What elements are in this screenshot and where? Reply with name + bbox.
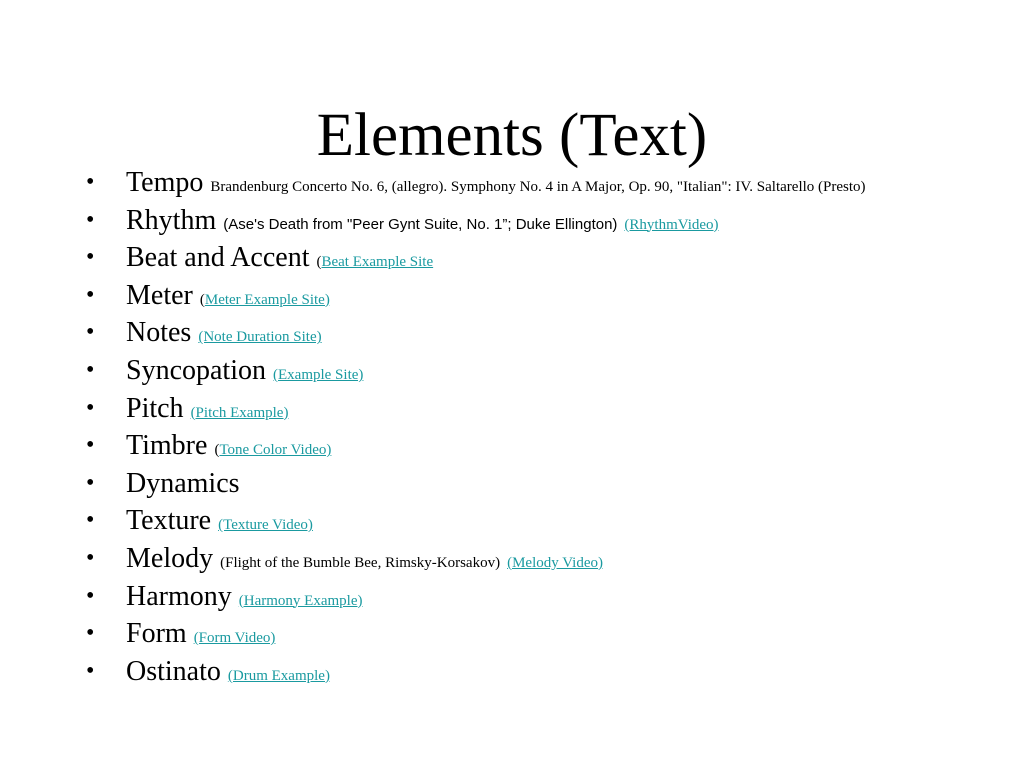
term-label: Ostinato <box>126 655 221 687</box>
term-label: Texture <box>126 505 212 537</box>
term-label: Tempo <box>126 167 204 198</box>
bullet-icon: • <box>86 469 95 496</box>
texture-video-link[interactable]: (Texture Video) <box>218 517 313 534</box>
open-paren: ( <box>199 291 205 308</box>
bullet-icon: • <box>86 657 95 684</box>
bullet-icon: • <box>86 244 95 271</box>
bullet-icon: • <box>86 281 95 308</box>
beat-example-link[interactable]: Beat Example Site <box>321 254 434 271</box>
tone-color-video-link[interactable]: Tone Color Video) <box>219 442 332 459</box>
bullet-icon: • <box>86 620 95 647</box>
bullet-icon: • <box>86 319 95 346</box>
term-label: Dynamics <box>126 467 240 499</box>
term-label: Meter <box>126 279 193 311</box>
bullet-icon: • <box>86 356 95 383</box>
bullet-icon: • <box>86 544 95 571</box>
term-label: Form <box>126 618 187 650</box>
slide-title: Elements (Text) <box>316 102 708 169</box>
drum-example-link[interactable]: (Drum Example) <box>227 667 330 684</box>
term-label: Rhythm <box>126 204 217 236</box>
term-label: Beat and Accent <box>126 242 310 274</box>
item-note: Brandenburg Concerto No. 6, (allegro). Symphony No. 4 in A Major, Op. 90, "Italian": IV. Saltarello (Presto) <box>210 179 866 195</box>
bullet-icon: • <box>86 206 95 233</box>
term-label: Timbre <box>126 430 208 462</box>
bullet-icon: • <box>86 432 95 459</box>
bullet-icon: • <box>86 507 95 534</box>
meter-example-link[interactable]: Meter Example Site) <box>204 291 330 308</box>
open-paren: ( <box>316 254 322 271</box>
syncopation-example-link[interactable]: (Example Site) <box>273 366 364 383</box>
harmony-example-link[interactable]: (Harmony Example) <box>238 592 363 609</box>
bullet-icon: • <box>86 582 95 609</box>
term-label: Syncopation <box>126 354 266 386</box>
bullet-icon: • <box>86 169 95 195</box>
rhythm-video-link[interactable]: (RhythmVideo) <box>624 216 719 233</box>
term-label: Harmony <box>126 580 232 612</box>
term-label: Melody <box>126 542 214 574</box>
term-label: Notes <box>126 317 192 349</box>
form-video-link[interactable]: (Form Video) <box>193 630 276 647</box>
bullet-icon: • <box>86 394 95 421</box>
term-label: Pitch <box>126 392 184 424</box>
item-note: (Ase's Death from "Peer Gynt Suite, No. 1”; Duke Ellington) <box>223 215 618 233</box>
note-duration-link[interactable]: (Note Duration Site) <box>198 329 322 346</box>
melody-video-link[interactable]: (Melody Video) <box>507 554 603 571</box>
item-note: (Flight of the Bumble Bee, Rimsky-Korsakov) <box>220 554 501 571</box>
pitch-example-link[interactable]: (Pitch Example) <box>190 404 289 421</box>
open-paren: ( <box>214 442 220 459</box>
